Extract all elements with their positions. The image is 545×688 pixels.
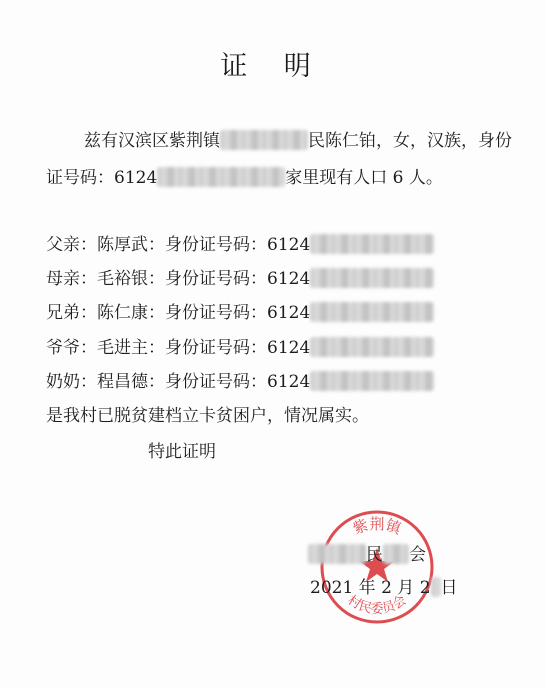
- signature-org-partial: 民: [366, 545, 383, 565]
- family-member-row: [46, 264, 434, 289]
- family-member-label: 父亲：陈厚武：身份证号码：6124: [46, 235, 311, 255]
- redacted-id-number: [310, 268, 434, 288]
- family-member-label: 爷爷：毛进主：身份证号码：6124: [46, 338, 311, 358]
- signature-date-text: 2021 年 2 月 2: [310, 578, 431, 598]
- intro-line-1-end: 民陈仁铂，女，汉族，身份: [308, 131, 512, 151]
- family-member-label: 母亲：毛裕银：身份证号码：6124: [46, 269, 311, 289]
- family-member-row: [46, 298, 434, 323]
- stamp-graphic: [318, 508, 436, 626]
- signature-organization: [308, 540, 426, 565]
- redacted-organization-name: [383, 544, 409, 564]
- document-title: 证 明: [220, 51, 325, 82]
- family-member-label: 兄弟：陈仁康：身份证号码：6124: [46, 303, 311, 323]
- intro-line-1-start: 兹有汉滨区紫荆镇: [84, 131, 220, 151]
- intro-line-2-start: 证号码：6124: [46, 168, 158, 188]
- signature-date-end: 日: [440, 578, 458, 598]
- stamp-text-bottom: 村民委员会: [344, 592, 410, 617]
- redacted-id-number: [310, 337, 434, 357]
- closing-line: 特此证明: [148, 442, 216, 462]
- statement-line: 是我村已脱贫建档立卡贫困户，情况属实。: [46, 406, 369, 426]
- family-member-row: [46, 230, 434, 255]
- stamp-text-top: 紫荆镇: [350, 515, 404, 538]
- redacted-organization-name: [308, 544, 366, 564]
- intro-line-2-end: 家里现有人口 6 人。: [285, 168, 443, 188]
- family-member-row: [46, 367, 434, 392]
- signature-date: [310, 573, 458, 598]
- intro-line-2: [46, 163, 443, 188]
- redacted-id-number: [157, 167, 285, 187]
- redacted-id-number: [310, 371, 434, 391]
- intro-line-1: [84, 126, 512, 151]
- family-member-row: [46, 333, 434, 358]
- signature-org-partial-end: 会: [409, 545, 426, 565]
- official-stamp-seal: [318, 508, 436, 626]
- redacted-id-number: [310, 302, 434, 322]
- family-member-label: 奶奶：程昌德：身份证号码：6124: [46, 372, 311, 392]
- redacted-id-number: [310, 234, 434, 254]
- redacted-village-name: [220, 130, 308, 150]
- redacted-date-digit: [431, 577, 441, 597]
